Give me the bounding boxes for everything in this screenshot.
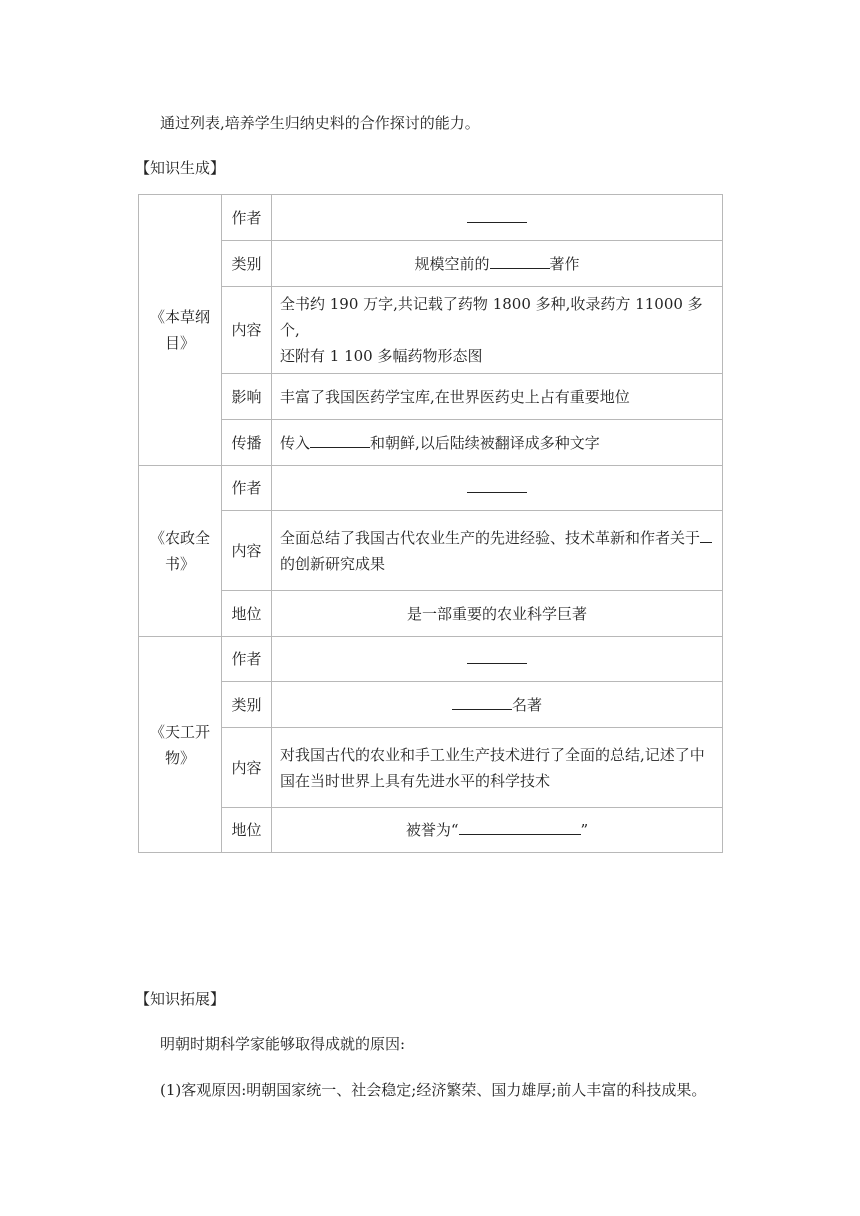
row-label: 作者: [222, 195, 272, 241]
cell-text: 传入: [280, 433, 311, 452]
blank-line: [310, 433, 370, 448]
row-label: 内容: [222, 728, 272, 808]
table-row: [139, 637, 723, 682]
blank-line: [467, 478, 527, 493]
cell-text: ”: [580, 821, 589, 839]
answer-cell: [272, 195, 723, 241]
book-title-bencao: 《本草纲目》: [139, 195, 222, 466]
row-label: 影响: [222, 374, 272, 420]
cell-text: 规模空前的: [414, 254, 490, 273]
section-heading-extension: 【知识拓展】: [135, 990, 226, 1008]
row-label: 类别: [222, 241, 272, 287]
table-row: [139, 287, 723, 374]
table-row: [139, 195, 723, 241]
table-row: [139, 682, 723, 728]
row-label: 地位: [222, 591, 272, 637]
cell-text: 著作: [549, 254, 580, 273]
book-title-tiangong: 《天工开物》: [139, 637, 222, 853]
row-label: 传播: [222, 420, 272, 466]
content-cell: [272, 511, 723, 591]
row-label: 内容: [222, 287, 272, 374]
content-cell: 丰富了我国医药学宝库,在世界医药史上占有重要地位: [272, 374, 723, 420]
table-row: [139, 420, 723, 466]
content-cell: [272, 287, 723, 374]
answer-cell: [272, 808, 723, 853]
blank-line: [700, 528, 712, 543]
blank-line: [467, 649, 527, 664]
table-row: [139, 241, 723, 287]
knowledge-table: [138, 194, 723, 853]
cell-text: 名著: [511, 695, 542, 714]
row-label: 内容: [222, 511, 272, 591]
cell-text: 和朝鲜,以后陆续被翻译成多种文字: [370, 433, 600, 452]
table-row: [139, 466, 723, 511]
row-label: 作者: [222, 466, 272, 511]
cell-text: [280, 525, 714, 551]
cell-text: 被誉为“: [405, 821, 459, 839]
book-title-nongzheng: 《农政全书》: [139, 466, 222, 637]
answer-cell: [272, 637, 723, 682]
cell-text: 国在当时世界上具有先进水平的科学技术: [280, 771, 551, 790]
table-row: [139, 591, 723, 637]
intro-text: 通过列表,培养学生归纳史料的合作探讨的能力。: [160, 114, 480, 132]
table-row: [139, 511, 723, 591]
table-row: [139, 728, 723, 808]
cell-text: 全面总结了我国古代农业生产的先进经验、技术革新和作者关于: [280, 528, 701, 547]
answer-cell: [272, 466, 723, 511]
content-cell: [272, 420, 723, 466]
extension-item-1: (1)客观原因:明朝国家统一、社会稳定;经济繁荣、国力雄厚;前人丰富的科技成果。: [160, 1081, 707, 1099]
content-cell: 是一部重要的农业科学巨著: [272, 591, 723, 637]
blank-line: [467, 208, 527, 223]
cell-text: 对我国古代的农业和手工业生产技术进行了全面的总结,记述了中: [280, 745, 705, 764]
row-label: 类别: [222, 682, 272, 728]
table-row: [139, 374, 723, 420]
extension-intro: 明朝时期科学家能够取得成就的原因:: [160, 1035, 406, 1053]
blank-line: [452, 695, 512, 710]
content-cell: [272, 728, 723, 808]
answer-cell: [272, 241, 723, 287]
cell-text: 全书约 190 万字,共记载了药物 1800 多种,收录药方 11000 多个,: [280, 295, 703, 339]
row-label: 作者: [222, 637, 272, 682]
table-row: [139, 808, 723, 853]
section-heading-generation: 【知识生成】: [135, 159, 226, 177]
answer-cell: [272, 682, 723, 728]
blank-line: [490, 254, 550, 269]
row-label: 地位: [222, 808, 272, 853]
cell-text: 的创新研究成果: [280, 554, 386, 573]
cell-text: 还附有 1 100 多幅药物形态图: [280, 347, 483, 365]
blank-line: [459, 820, 581, 835]
